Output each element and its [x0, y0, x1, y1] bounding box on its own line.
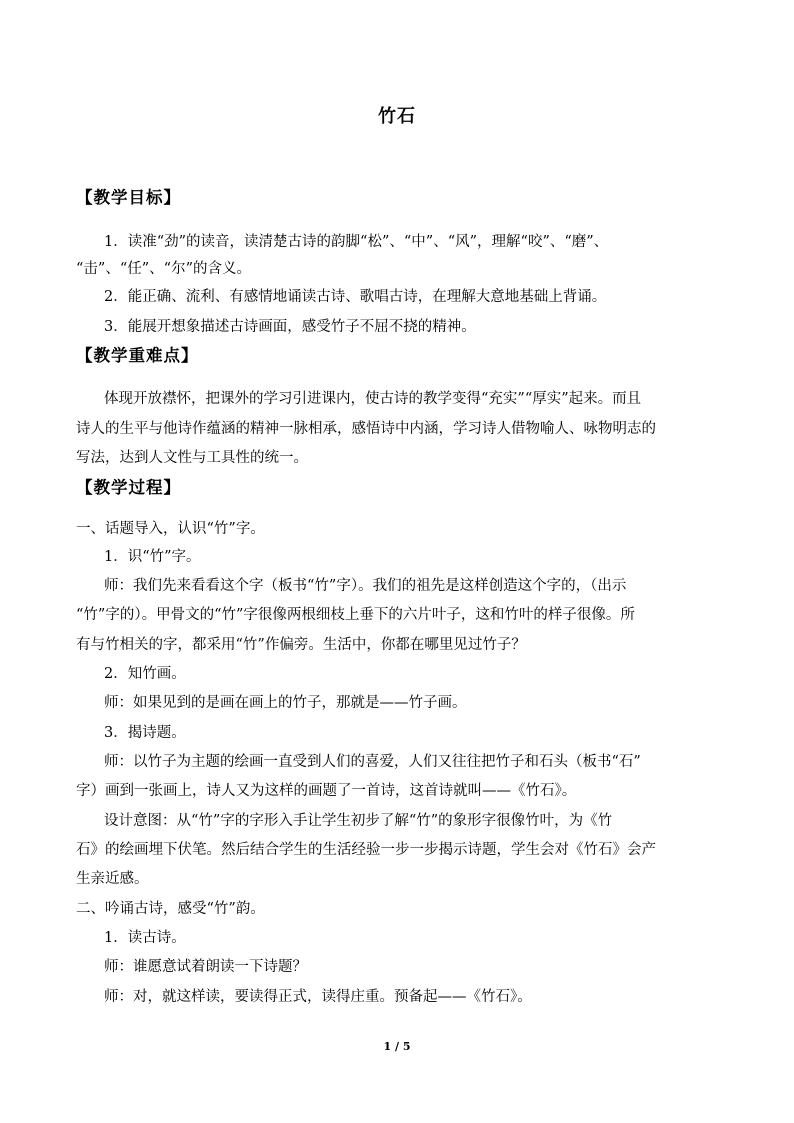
paragraph-line: 设计意图：从“竹”字的字形入手让学生初步了解“竹”的象形字很像竹叶，为《竹	[104, 813, 613, 829]
section-heading-key-points: 【教学重难点】	[76, 346, 199, 365]
document-title: 竹石	[378, 106, 416, 127]
paragraph-line: 师：对，就这样读，要读得正式，读得庄重。预备起——《竹石》。	[104, 989, 532, 1005]
paragraph-line: “击”、“任”、“尔”的含义。	[76, 261, 251, 277]
paragraph-line: 师：我们先来看看这个字（板书“竹”字）。我们的祖先是这样创造这个字的，（出示	[104, 578, 627, 594]
paragraph-line: 体现开放襟怀，把课外的学习引进课内，使古诗的教学变得“充实”“厚实”起来。而且	[104, 391, 642, 407]
paragraph-line: 有与竹相关的字，都采用“竹”作偏旁。生活中，你都在哪里见过竹子？	[76, 637, 526, 653]
paragraph-line: 字）画到一张画上，诗人又为这样的画题了一首诗，这首诗就叫——《竹石》。	[76, 783, 577, 799]
paragraph-line: 1．识“竹”字。	[104, 549, 201, 565]
section-heading-process: 【教学过程】	[76, 478, 181, 497]
paragraph-line: 石》的绘画埋下伏笔。然后结合学生的生活经验一步一步揭示诗题，学生会对《竹石》会产	[76, 842, 656, 858]
paragraph-line: 2．能正确、流利、有感情地诵读古诗、歌唱古诗，在理解大意地基础上背诵。	[104, 289, 607, 305]
paragraph-line: 诗人的生平与他诗作蕴涵的精神一脉相承，感悟诗中内涵，学习诗人借物喻人、咏物明志的	[76, 421, 656, 437]
section-heading-objectives: 【教学目标】	[76, 188, 181, 207]
paragraph-line: “竹”字的）。甲骨文的“竹”字很像两根细枝上垂下的六片叶子，这和竹叶的样子很像。所	[76, 607, 635, 623]
paragraph-line: 师：如果见到的是画在画上的竹子，那就是——竹子画。	[104, 695, 467, 711]
paragraph-line: 1．读准“劲”的读音，读清楚古诗的韵脚“松”、“中”、“风”，理解“咬”、“磨”、	[104, 234, 609, 250]
paragraph-line: 师：以竹子为主题的绘画一直受到人们的喜爱，人们又往往把竹子和石头（板书“石”	[104, 754, 641, 770]
paragraph-line: 3．能展开想象描述古诗画面，感受竹子不屈不挠的精神。	[104, 319, 476, 335]
paragraph-line: 3．揭诗题。	[104, 725, 186, 741]
paragraph-line: 2．知竹画。	[104, 666, 186, 682]
page-number: 1 / 5	[383, 1040, 411, 1053]
paragraph-line: 写法，达到人文性与工具性的统一。	[76, 450, 308, 466]
paragraph-line: 1．读古诗。	[104, 930, 186, 946]
paragraph-line: 生亲近感。	[76, 871, 149, 887]
paragraph-line: 师：谁愿意试着朗读一下诗题？	[104, 959, 307, 975]
paragraph-line: 二、吟诵古诗，感受“竹”韵。	[76, 901, 265, 917]
paragraph-line: 一、话题导入，认识“竹”字。	[76, 521, 265, 537]
